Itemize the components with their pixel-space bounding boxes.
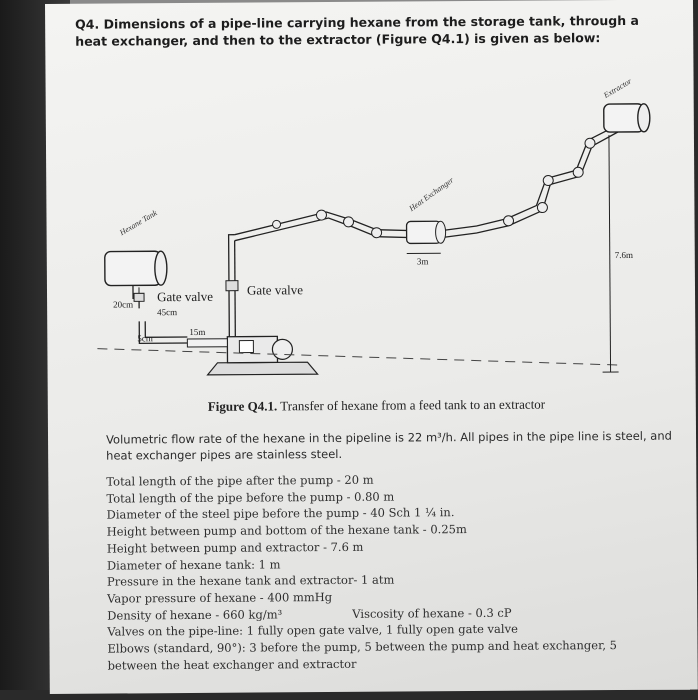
gate-valve-2-label: Gate valve xyxy=(246,282,304,298)
dim-15m-label: 15m xyxy=(189,326,206,338)
extractor-handwritten-label: Extractor xyxy=(602,76,634,100)
density-text: Density of hexane - 660 kg/m³ xyxy=(107,606,283,623)
data-line: Total length of the pipe before the pump - 0.80 m xyxy=(106,489,395,506)
data-line: Total length of the pipe after the pump - 20 m xyxy=(106,472,374,489)
paper-page xyxy=(45,0,698,694)
data-line: Elbows (standard, 90°): 3 before the pump, 5 between the pump and heat exchanger, 5 xyxy=(107,638,617,656)
data-line: between the heat exchanger and extractor xyxy=(107,656,357,673)
hx-handwritten-label: Heat Exchanger xyxy=(407,175,456,214)
hexane-tank xyxy=(105,251,167,285)
pipeline-diagram xyxy=(75,60,657,394)
given-data-list xyxy=(106,470,687,674)
data-line: Diameter of the steel pipe before the pump - 40 Sch 1 ¼ in. xyxy=(106,505,455,522)
figure-caption-text: Transfer of hexane from a feed tank to an extractor xyxy=(277,396,546,414)
data-line: Vapor pressure of hexane - 400 mmHg xyxy=(107,589,333,606)
pump xyxy=(187,336,317,375)
dim-20cm-label: 20cm xyxy=(113,299,134,310)
datum-line xyxy=(97,345,617,369)
data-line: Height between pump and extractor - 7.6 m xyxy=(106,539,364,556)
dim-3m-label: 3m xyxy=(416,256,429,267)
gate-valve-2-icon xyxy=(226,281,238,291)
heat-exchanger xyxy=(407,221,446,243)
data-line: Height between pump and bottom of the hexane tank - 0.25m xyxy=(106,522,467,539)
figure-number: Figure Q4.1. xyxy=(207,398,278,414)
tank-handwritten-label: Hexane Tank xyxy=(118,208,159,238)
data-line: Diameter of hexane tank: 1 m xyxy=(106,556,281,573)
question-heading: Q4. Dimensions of a pipe-line carrying hexane from the storage tank, through a heat exchanger, and then to the extractor (Figure Q4.1) is given as below: xyxy=(75,12,639,49)
viscosity-text: Viscosity of hexane - 0.3 cP xyxy=(352,605,512,621)
data-line: Pressure in the hexane tank and extractor- 1 atm xyxy=(106,572,395,589)
dim-76m-label: 7.6m xyxy=(614,249,634,261)
gate-valve-1-icon xyxy=(134,287,144,301)
gate-valve-1-label: Gate valve xyxy=(156,288,214,305)
data-line: Valves on the pipe-line: 1 fully open gate valve, 1 fully open gate valve xyxy=(107,622,518,639)
dim-76m-line xyxy=(609,135,611,372)
flow-rate-paragraph: Volumetric flow rate of the hexane in the pipeline is 22 m³/h. All pipes in the pipe line is steel, and heat exchanger pipes are stainless steel. xyxy=(105,428,672,463)
dim-5cm-label: 5cm xyxy=(137,333,153,344)
figure-caption xyxy=(208,397,545,415)
dim-45cm-label: 45cm xyxy=(157,307,178,318)
extractor xyxy=(604,104,650,132)
